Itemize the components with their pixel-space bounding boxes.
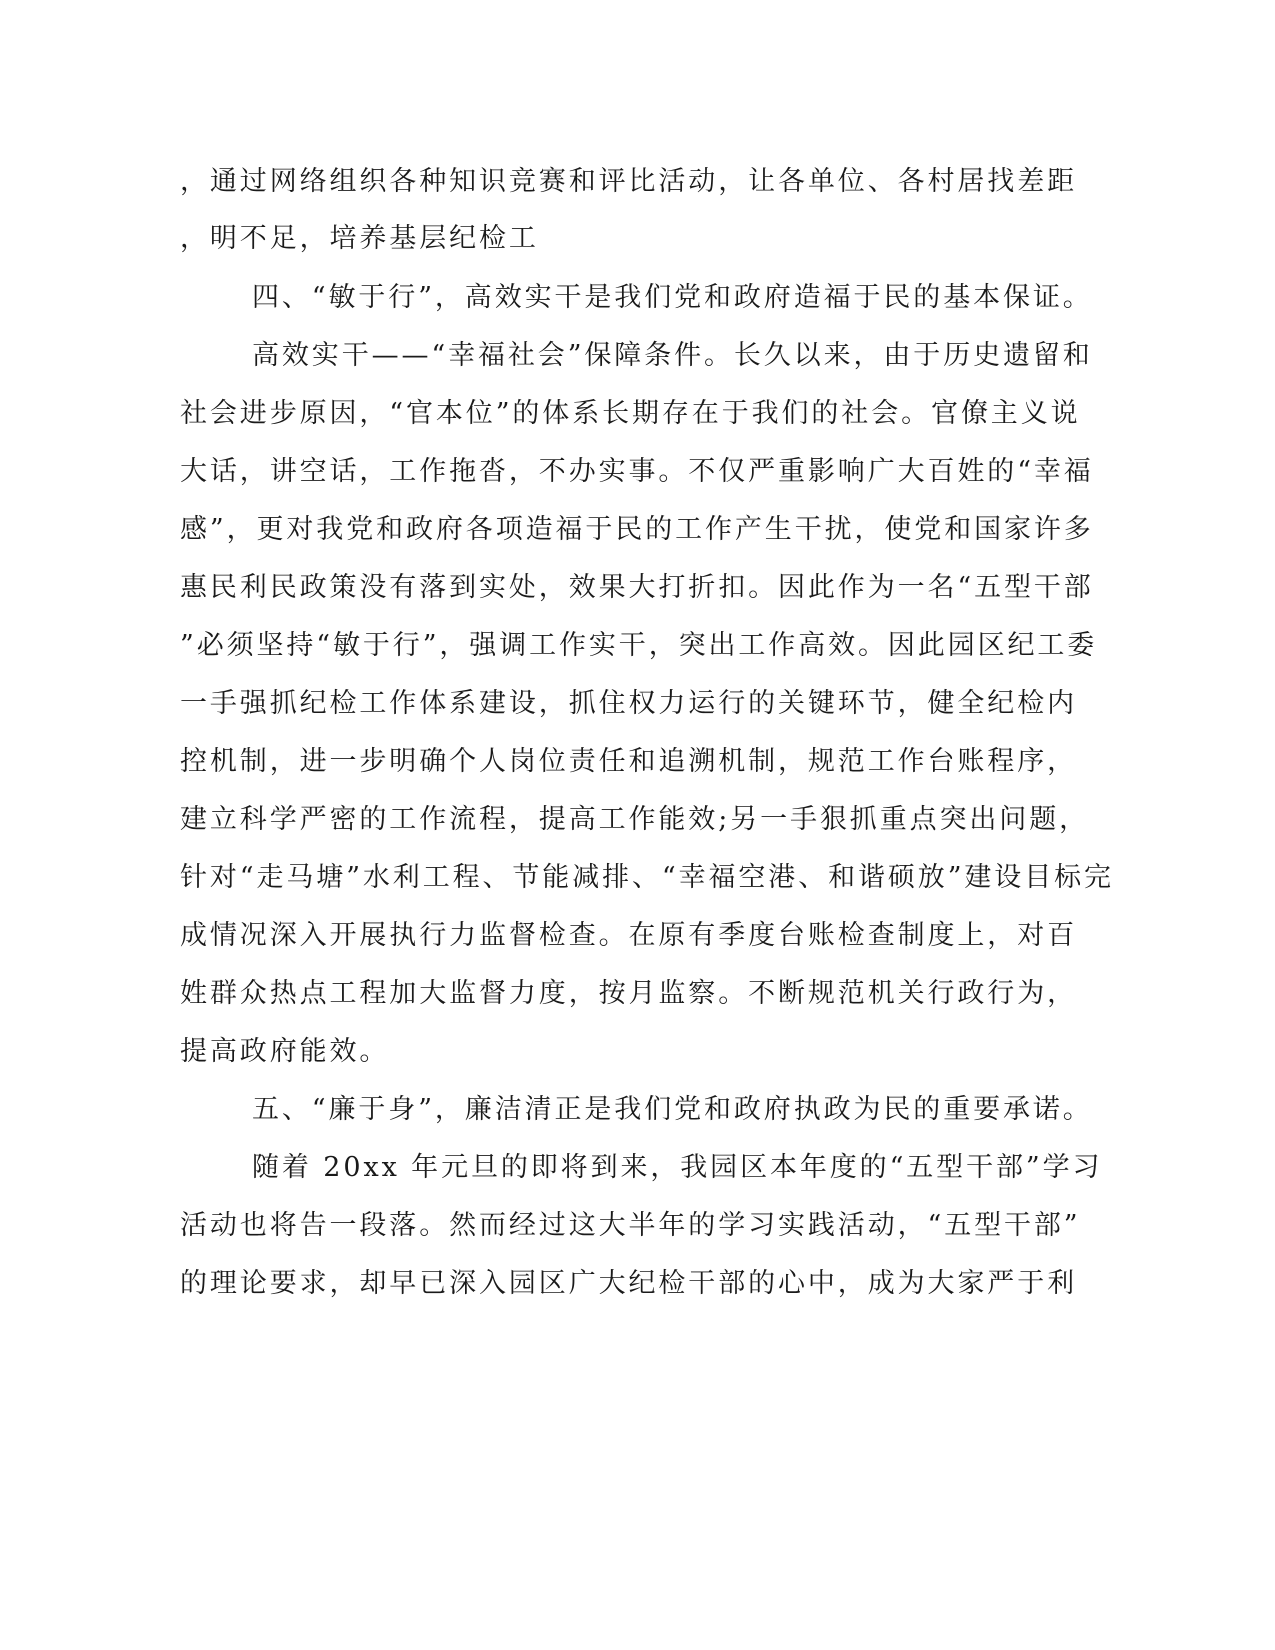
text-line-8: 惠民利民政策没有落到实处，效果大打折扣。因此作为一名“五型干部 [180, 572, 1094, 603]
text-line-11: 控机制，进一步明确个人岗位责任和追溯机制，规范工作台账程序， [180, 746, 1077, 777]
text-line-10: 一手强抓纪检工作体系建设，抓住权力运行的关键环节，健全纪检内 [180, 688, 1077, 719]
text-line-5: 社会进步原因，“官本位”的体系长期存在于我们的社会。官僚主义说 [180, 398, 1081, 429]
text-line-7: 感”，更对我党和政府各项造福于民的工作产生干扰，使党和国家许多 [180, 514, 1094, 545]
paragraph-start-line-2: 随着 20xx 年元旦的即将到来，我园区本年度的“五型干部”学习 [252, 1152, 1103, 1183]
text-line-12: 建立科学严密的工作流程，提高工作能效;另一手狠抓重点突出问题， [180, 804, 1089, 835]
section-heading-4: 四、“敏于行”，高效实干是我们党和政府造福于民的基本保证。 [252, 282, 1093, 313]
text-line-1: ，通过网络组织各种知识竞赛和评比活动，让各单位、各村居找差距 [180, 166, 1077, 197]
paragraph-start-line: 高效实干——“幸福社会”保障条件。长久以来，由于历史遗留和 [252, 340, 1093, 371]
text-line-2: ，明不足，培养基层纪检工 [180, 223, 539, 254]
text-line-13: 针对“走马塘”水利工程、节能减排、“幸福空港、和谐硕放”建设目标完 [180, 862, 1114, 893]
section-heading-5: 五、“廉于身”，廉洁清正是我们党和政府执政为民的重要承诺。 [252, 1094, 1093, 1125]
text-line-16: 提高政府能效。 [180, 1036, 390, 1067]
text-line-20: 的理论要求，却早已深入园区广大纪检干部的心中，成为大家严于利 [180, 1268, 1077, 1299]
text-line-15: 姓群众热点工程加大监督力度，按月监察。不断规范机关行政行为， [180, 978, 1077, 1009]
text-line-9: ”必须坚持“敏于行”，强调工作实干，突出工作高效。因此园区纪工委 [180, 630, 1098, 661]
text-line-19: 活动也将告一段落。然而经过这大半年的学习实践活动，“五型干部” [180, 1210, 1081, 1241]
text-line-14: 成情况深入开展执行力监督检查。在原有季度台账检查制度上，对百 [180, 920, 1077, 951]
text-line-6: 大话，讲空话，工作拖沓，不办实事。不仅严重影响广大百姓的“幸福 [180, 456, 1094, 487]
